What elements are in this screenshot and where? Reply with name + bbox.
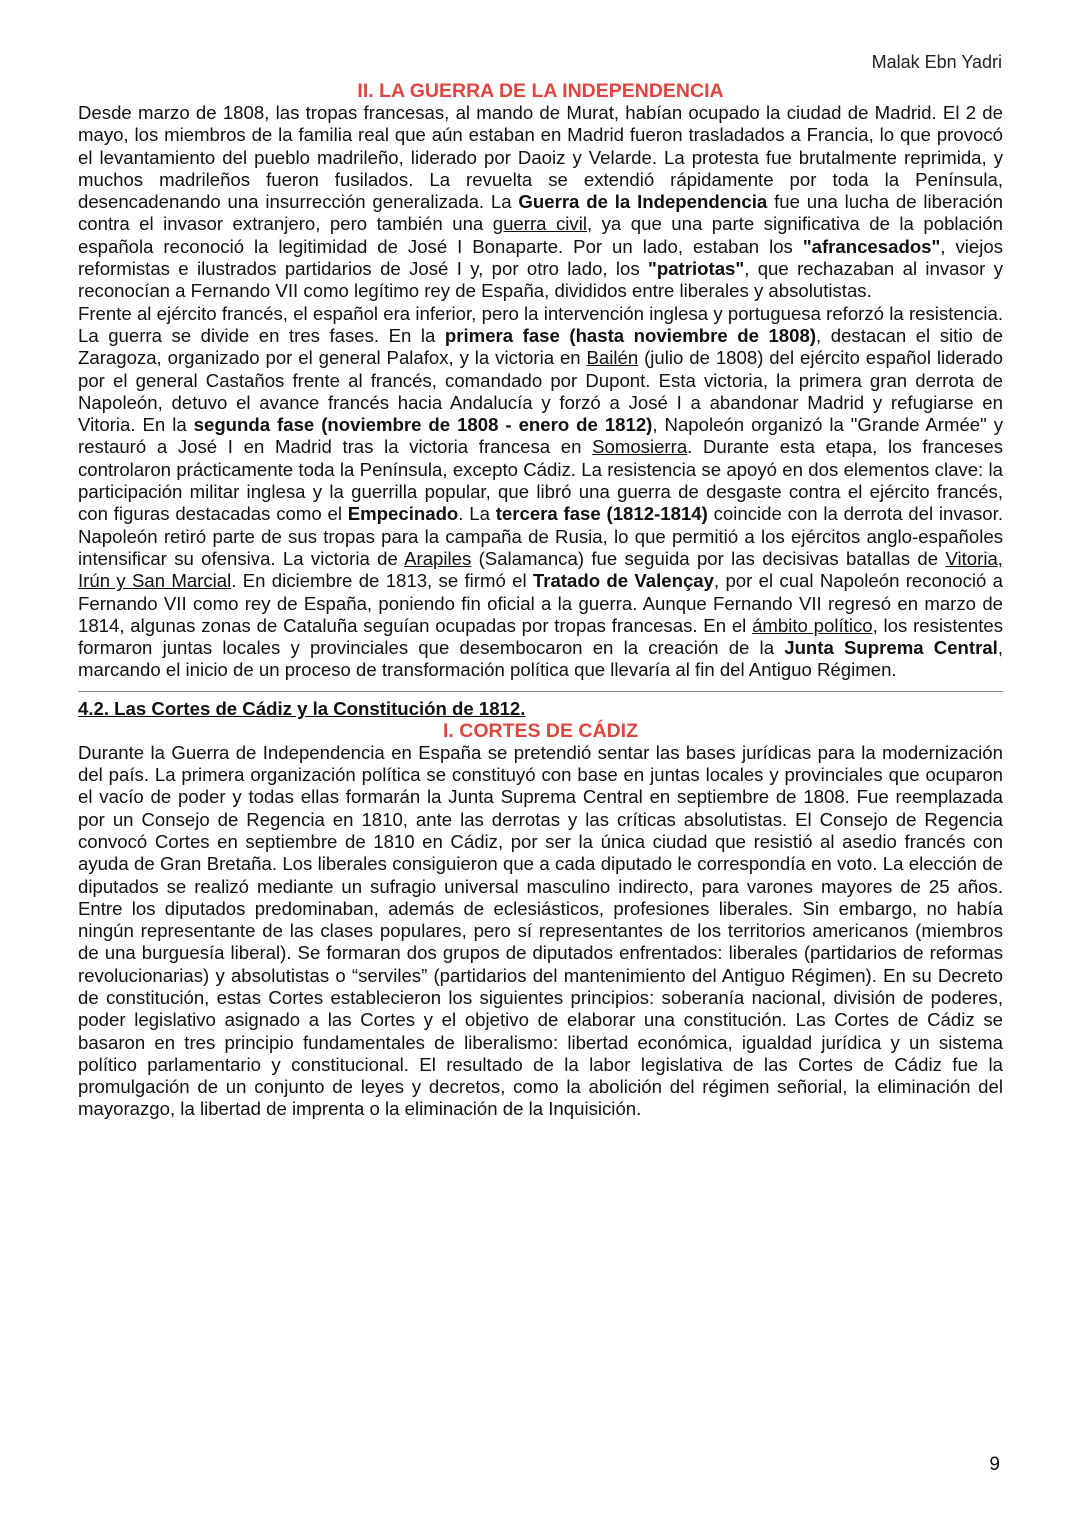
underlined-term: guerra civil	[492, 213, 587, 235]
text-run: , Napoleón organizó la "Grande Armée" y restauró a José I en Madrid tras la victoria francesa en	[78, 414, 1003, 458]
text-run: Desde marzo de 1808, las tropas francesas, al mando de Murat, habían ocupado la ciudad de Madrid. El 2 de mayo, los miembros de la familia real que aún estaban en Madrid fueron trasladados a Francia, lo que provocó el levantamiento del pueblo madrileño, liderado por Daoiz y Velarde. La protesta fue brutalmente reprimida, y muchos madrileños fueron fusilados. La revuelta se extendió rápidamente por toda la Península, desencadenando una insurrección generalizada. La	[78, 102, 1003, 213]
bold-term: tercera fase (1812-1814)	[495, 503, 708, 525]
text-run: . Durante esta etapa, los franceses controlaron prácticamente toda la Península, excepto Cádiz. La resistencia se apoyó en dos elementos clave: la participación militar inglesa y la guerrilla popular, que libró una guerra de desgaste contra el ejército francés, con figuras destacadas como el	[78, 436, 1003, 525]
bold-term: Guerra de la Independencia	[518, 191, 768, 213]
section-title-cortes-cadiz: I. CORTES DE CÁDIZ	[442, 719, 638, 742]
paragraph-guerra-fases	[78, 303, 1003, 682]
text-run: , viejos reformistas e ilustrados partidarios de José I y, por otro lado, los	[78, 235, 1004, 280]
paragraph-guerra-intro	[78, 102, 1003, 303]
page-number: 9	[989, 1454, 1000, 1475]
bold-term: "afrancesados"	[802, 235, 941, 257]
text-run: coincide con la derrota del invasor. Napoleón retiró parte de sus tropas para la campaña de Rusia, lo que permitió a los ejércitos anglo-españoles intensificar su ofensiva. La victoria de	[78, 503, 1003, 569]
text-run: , destacan el sitio de Zaragoza, organizado por el general Palafox, y la victoria en	[78, 324, 1003, 369]
underlined-term: Somosierra	[592, 436, 688, 458]
text-run: . La	[458, 503, 496, 525]
section-title-guerra-independencia: II. LA GUERRA DE LA INDEPENDENCIA	[357, 80, 724, 102]
bold-term: primera fase (hasta noviembre de 1808)	[444, 324, 817, 346]
paragraph-cortes-cadiz: Durante la Guerra de Independencia en España se pretendió sentar las bases jurídicas para la modernización del país. La primera organización política se constituyó con base en juntas locales y provinciales que ocuparon el vacío de poder y todas ellas formarán la Junta Suprema Central en septiembre de 1808. Fue reemplazada por un Consejo de Regencia en 1810, ante las derrotas y las críticas absolutistas. El Consejo de Regencia convocó Cortes en septiembre de 1810 en Cádiz, por ser la única ciudad que resistió al asedio francés con ayuda de Gran Bretaña. Los liberales consiguieron que a cada diputado le correspondía en voto. La elección de diputados se realizó mediante un sufragio universal masculino indirecto, para varones mayores de 25 años. Entre los diputados predominaban, además de eclesiásticos, profesiones liberales. Sin embargo, no había ningún representante de las clases populares, pero sí representantes de los territorios americanos (miembros de una burguesía liberal). Se formaran dos grupos de diputados enfrentados: liberales (partidarios de reformas revolucionarias) y absolutistas o “serviles” (partidarios del mantenimiento del Antiguo Régimen). En su Decreto de constitución, estas Cortes establecieron los siguientes principios: soberanía nacional, división de poderes, poder legislativo asignado a las Cortes y el objetivo de elaborar una constitución. Las Cortes de Cádiz se basaron en tres principio fundamentales de liberalismo: libertad económica, igualdad jurídica y un sistema político parlamentario y constitucional. El resultado de la labor legislativa de las Cortes de Cádiz fue la promulgación de un conjunto de leyes y decretos, como la abolición del régimen señorial, la eliminación del mayorazgo, la libertad de imprenta o la eliminación de la Inquisición.	[78, 741, 1003, 1120]
bold-term: Empecinado	[347, 503, 459, 525]
text-run: , por el cual Napoleón reconoció a Fernando VII como rey de España, poniendo fin oficial a la guerra. Aunque Fernando VII regresó en marzo de 1814, algunas zonas de Cataluña seguían ocupadas por tropas francesas. En el	[78, 570, 1004, 636]
text-run: , marcando el inicio de un proceso de transformación política que llevaría al fin del Antiguo Régimen.	[78, 637, 1003, 681]
text-run: , que rechazaban al invasor y reconocían a Fernando VII como legítimo rey de España, divididos entre liberales y absolutistas.	[78, 258, 1003, 302]
author-name: Malak Ebn Yadri	[871, 52, 1002, 72]
underlined-term: Bailén	[586, 347, 639, 369]
text-run: . En diciembre de 1813, se firmó el	[231, 570, 533, 592]
text-run: , ya que una parte significativa de la población española reconoció la legitimidad de José I Bonaparte. Por un lado, estaban los	[78, 213, 1003, 257]
text-run: fue una lucha de liberación contra el invasor extranjero, pero también una	[78, 191, 1004, 235]
bold-term: Tratado de Valençay	[532, 570, 714, 592]
bold-term: Junta Suprema Central	[784, 637, 998, 659]
bold-term: "patriotas"	[648, 258, 745, 280]
text-run: , los resistentes formaron juntas locales y provinciales que desembocaron en la creación de la	[78, 614, 1004, 659]
underlined-term: Arapiles	[404, 547, 472, 569]
text-run: Frente al ejército francés, el español era inferior, pero la intervención inglesa y portuguesa reforzó la resistencia. La guerra se divide en tres fases. En la	[78, 302, 1003, 346]
bold-term: segunda fase (noviembre de 1808 - enero de 1812)	[193, 414, 653, 436]
page-content	[78, 80, 1003, 1121]
section-heading-cortes-cadiz: 4.2. Las Cortes de Cádiz y la Constitución de 1812.	[78, 697, 526, 719]
text-run: (julio de 1808) del ejército español liderado por el general Castaños frente al francés, comandado por Dupont. Esta victoria, la primera gran derrota de Napoleón, detuvo el avance francés hacia Andalucía y forzó a José I a abandonar Madrid y refugiarse en Vitoria. En la	[78, 347, 1003, 436]
underlined-term: ámbito político	[752, 614, 873, 636]
underlined-term: Vitoria, Irún y San Marcial	[78, 547, 1003, 592]
section-divider	[78, 691, 1003, 692]
text-run: (Salamanca) fue seguida por las decisivas batallas de	[471, 547, 946, 569]
